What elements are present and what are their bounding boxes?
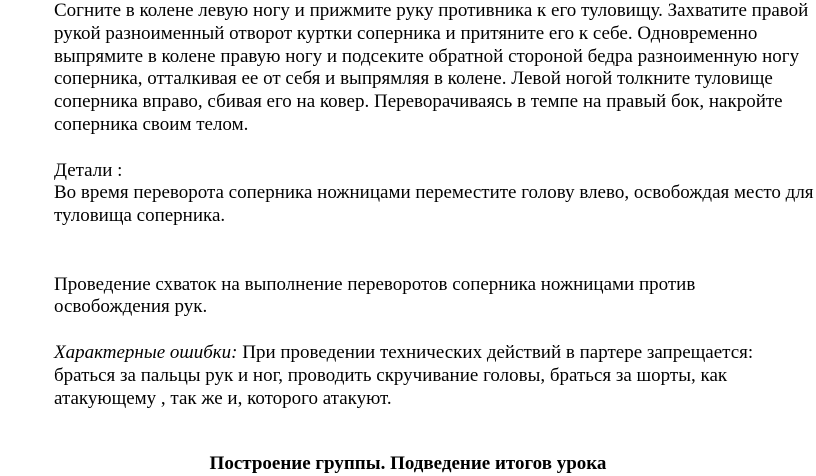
details-label: Детали : [54,159,123,181]
document-body [54,0,814,410]
details-paragraph: Во время переворота соперника ножницами переместите голову влево, освобождая место для туловища соперника. [54,182,814,227]
errors-label: Характерные ошибки: [54,341,238,363]
instructions-paragraph: Согните в колене левую ногу и прижмите руку противника к его туловищу. Захватите правой рукой разноименный отворот куртки соперника и притяните его к себе. Одновременно выпрямите в колене правую ногу и подсеките обратной стороной бедра разноименную ногу соперника, отталкивая ее от себя и выпрямляя в колене. Левой ногой толкните туловище соперника вправо, сбивая его на ковер. Переворачиваясь в темпе на правый бок, накройте соперника своим телом. [54,0,809,135]
spacer [54,137,814,160]
spacer [54,228,814,274]
errors-paragraph [54,342,814,410]
errors-text: При проведении технических действий в партере запрещается: браться за пальцы рук и ног, проводить скручивание головы, браться за шорты, как атакующему , так же и, которого атакуют. [54,341,754,409]
exercise-paragraph: Проведение схваток на выполнение переворотов соперника ножницами против освобождения рук. [54,273,696,318]
final-heading: Построение группы. Подведение итогов урока [209,453,607,474]
spacer [54,319,814,342]
